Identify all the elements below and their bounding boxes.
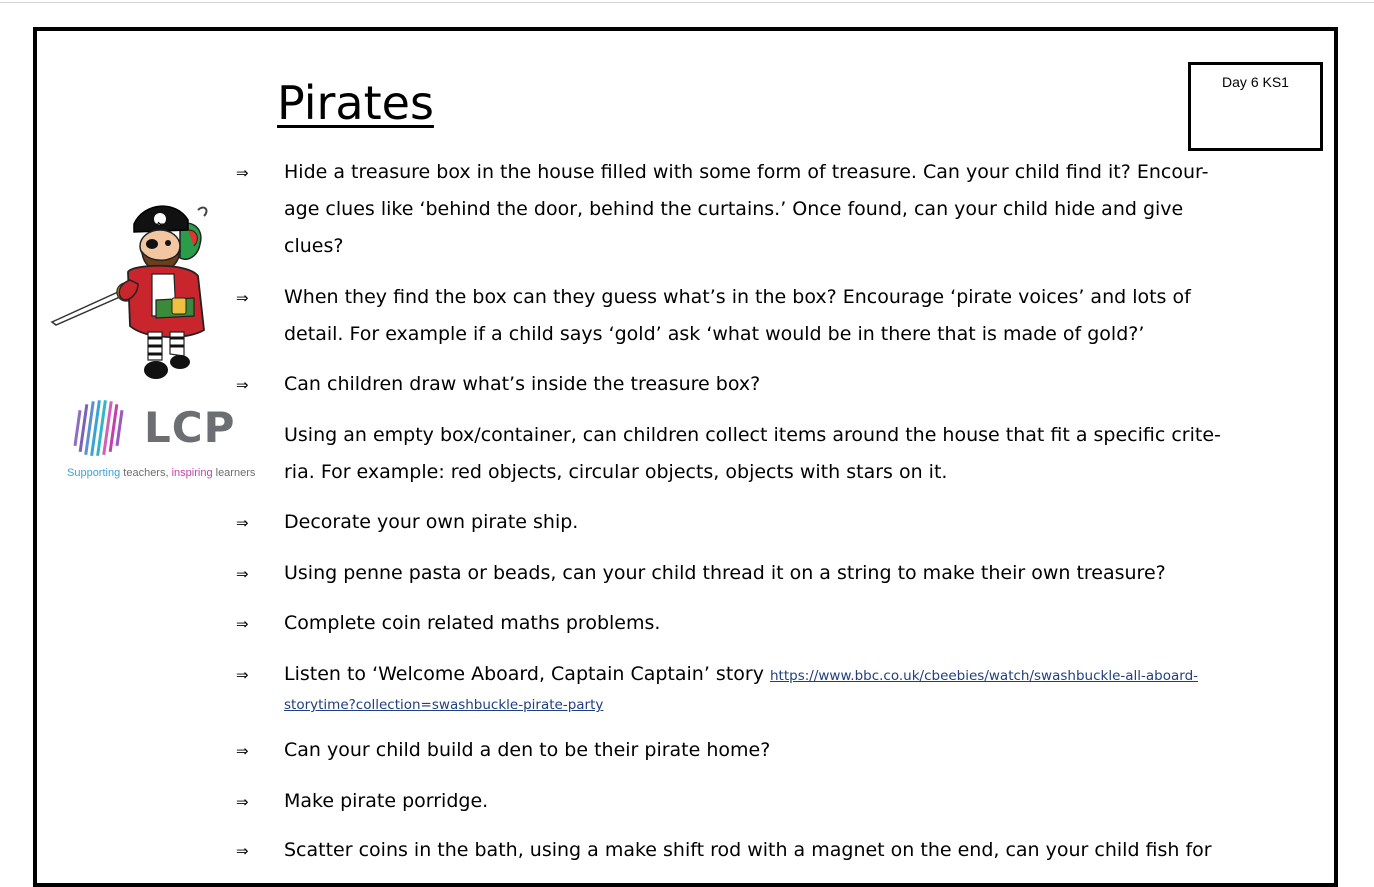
list-item-line: Hide a treasure box in the house filled with some form of treasure. Can your child find it? Encour- bbox=[284, 161, 1209, 183]
list-item-line: Decorate your own pirate ship. bbox=[284, 511, 579, 533]
day-label: Day 6 KS1 bbox=[1222, 74, 1289, 90]
list-item-line: Can children draw what’s inside the treasure box? bbox=[284, 373, 761, 395]
list-item-text bbox=[284, 279, 1224, 353]
arrow-bullet-icon: ⇒ bbox=[236, 793, 249, 811]
arrow-bullet-icon: ⇒ bbox=[236, 289, 249, 307]
bbc-story-link[interactable]: https://www.bbc.co.uk/cbeebies/watch/swashbuckle-all-aboard- bbox=[770, 668, 1199, 684]
arrow-bullet-icon: ⇒ bbox=[236, 615, 249, 633]
list-item-line: Listen to ‘Welcome Aboard, Captain Captain’ story bbox=[284, 663, 764, 685]
list-item-line: age clues like ‘behind the door, behind the curtains.’ Once found, can your child hide and give bbox=[284, 198, 1184, 220]
list-item-line: Using an empty box/container, can children collect items around the house that fit a specific crite- bbox=[284, 424, 1221, 446]
list-item-line: clues? bbox=[284, 235, 344, 257]
list-item-text bbox=[284, 555, 1224, 592]
list-item-text bbox=[284, 605, 1224, 642]
list-item-line: ria. For example: red objects, circular objects, objects with stars on it. bbox=[284, 461, 948, 483]
list-item-line: Can your child build a den to be their pirate home? bbox=[284, 739, 771, 761]
list-item-line: detail. For example if a child says ‘gold’ ask ‘what would be in there that is made of gold?’ bbox=[284, 323, 1145, 345]
lcp-tagline-part: inspiring bbox=[171, 467, 213, 479]
arrow-bullet-icon: ⇒ bbox=[236, 164, 249, 182]
list-item-line: Make pirate porridge. bbox=[284, 790, 489, 812]
page-title: Pirates bbox=[277, 76, 434, 130]
list-item-text bbox=[284, 417, 1224, 491]
arrow-bullet-icon: ⇒ bbox=[236, 842, 249, 860]
lcp-tagline-part: teachers, bbox=[123, 467, 169, 479]
list-item-text bbox=[284, 366, 1224, 403]
arrow-bullet-icon: ⇒ bbox=[236, 514, 249, 532]
list-item-line: Complete coin related maths problems. bbox=[284, 612, 661, 634]
list-item-text bbox=[284, 732, 1224, 769]
list-item-line: When they find the box can they guess what’s in the box? Encourage ‘pirate voices’ and lots of bbox=[284, 286, 1191, 308]
bbc-story-link-continued[interactable]: storytime?collection=swashbuckle-pirate-party bbox=[284, 697, 604, 713]
lcp-logo-text: LCP bbox=[144, 403, 236, 452]
arrow-bullet-icon: ⇒ bbox=[236, 565, 249, 583]
arrow-bullet-icon: ⇒ bbox=[236, 666, 249, 684]
arrow-bullet-icon: ⇒ bbox=[236, 742, 249, 760]
list-item-text bbox=[284, 783, 1224, 820]
list-item-text bbox=[284, 504, 1224, 541]
list-item-text bbox=[284, 154, 1224, 265]
lcp-tagline-part: learners bbox=[215, 467, 256, 479]
list-item-text bbox=[284, 832, 1224, 869]
list-item-line: Scatter coins in the bath, using a make shift rod with a magnet on the end, can your child fish for bbox=[284, 839, 1212, 861]
arrow-bullet-icon: ⇒ bbox=[236, 376, 249, 394]
lcp-tagline-part: Supporting bbox=[67, 467, 121, 479]
list-item-line: Using penne pasta or beads, can your child thread it on a string to make their own treasure? bbox=[284, 562, 1166, 584]
